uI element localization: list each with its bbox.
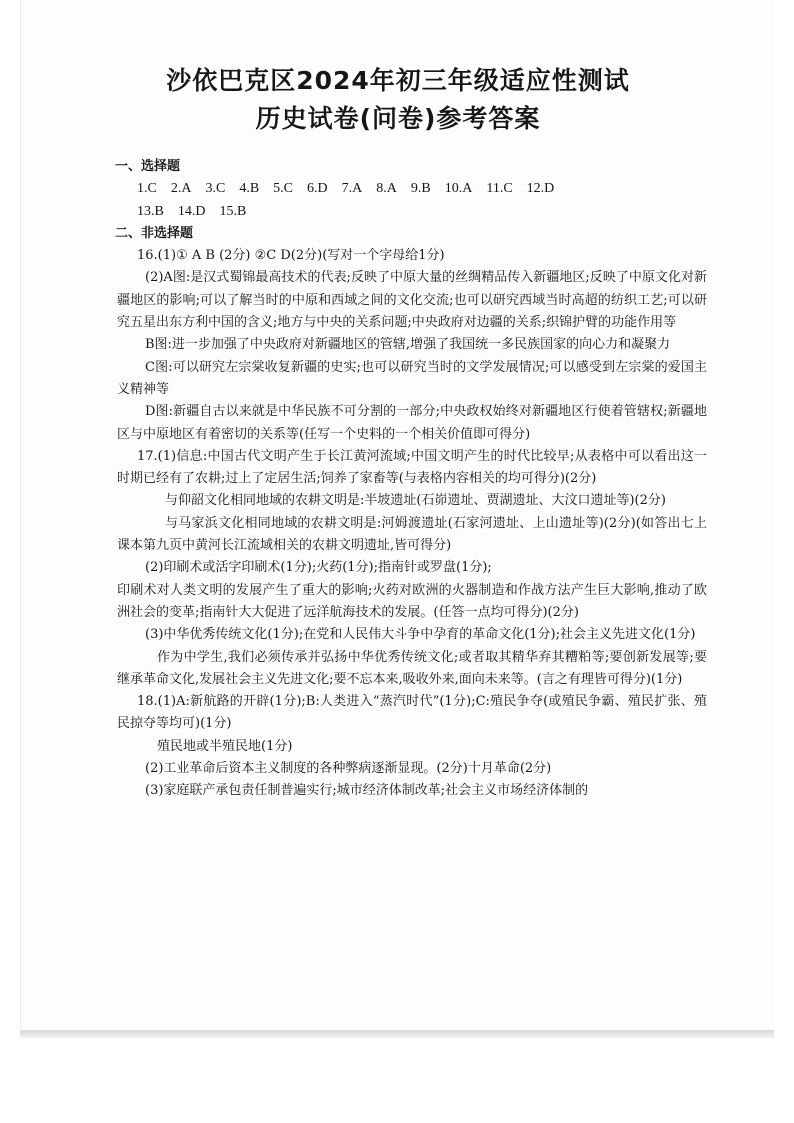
title-line-1: 沙依巴克区2024年初三年级适应性测试 [166,66,630,95]
q17-part3-b: 作为中学生,我们必须传承并弘扬中华优秀传统文化;或者取其精华弃其糟粕等;要创新发展等;要继承革命文化,发展社会主义先进文化;要不忘本来,吸收外来,面向未来等。(言之有理皆可得分)(1分) [117,649,707,687]
choice-answer: 10.A [444,181,473,197]
choice-answer: 6.D [307,181,328,197]
section-2-heading: 二、非选择题 [115,225,194,241]
q18-part2: (2)工业革命后资本主义制度的各种弊病逐渐显现。(2分)十月革命(2分) [145,761,552,777]
choice-answers-row-2 [117,201,707,223]
choice-answer: 12.D [526,181,555,197]
q16-part2-d: D图:新疆自古以来就是中华民族不可分割的一部分;中央政权始终对新疆地区行使着管辖权;新疆地区与中原地区有着密切的关系等(任写一个史料的一个相关价值即可得分) [117,404,707,442]
q16-part2-a: (2)A图:是汉式蜀锦最高技术的代表;反映了中原大量的丝绸精品传入新疆地区;反映了中原文化对新疆地区的影响;可以了解当时的中原和西域之间的文化交流;也可以研究西域当时高超的纺织工艺;可以研究五星出东方利中国的含义;地方与中央的关系问题;中央政府对边疆的关系;织锦护臂的功能作用等 [117,270,707,331]
choice-answers-row-1 [117,178,707,200]
q17-part2-b: 印刷术对人类文明的发展产生了重大的影响;火药对欧洲的火器制造和作战方法产生巨大影响,推动了欧洲社会的变革;指南针大大促进了远洋航海技术的发展。(任答一点均可得分)(2分) [117,582,707,620]
q18-part3: (3)家庭联产承包责任制普遍实行;城市经济体制改革;社会主义市场经济体制的 [145,783,589,799]
answer-content [117,156,707,803]
choice-answer: 11.C [486,181,513,197]
choice-answer: 5.C [273,181,293,197]
choice-answer: 7.A [341,181,363,197]
q17-part1-c: 与马家浜文化相同地域的农耕文明是:河姆渡遗址(石家河遗址、上山遗址等)(2分)(如答出七上课本第九页中黄河长江流域相关的农耕文明遗址,皆可得分) [117,515,707,554]
q16-part2-c: C图:可以研究左宗棠收复新疆的史实;也可以研究当时的文学发展情况;可以感受到左宗棠的爱国主义精神等 [117,359,707,397]
page-bottom-edge [20,1030,774,1038]
choice-answer: 14.D [177,203,206,219]
choice-answer: 8.A [376,181,397,197]
title-line-2: 历史试卷(问卷)参考答案 [255,104,541,133]
q17-part2-a: (2)印刷术或活字印刷术(1分);火药(1分);指南针或罗盘(1分); [145,560,492,576]
choice-answer: 13.B [137,203,164,219]
answer-sheet-page [20,0,774,1032]
choice-answer: 4.B [239,181,260,197]
q18-part1-b: 殖民地或半殖民地(1分) [157,738,293,754]
choice-answer: 3.C [205,181,226,197]
choice-answer: 2.A [170,181,192,197]
choice-answer: 9.B [410,181,431,197]
q17-part3-a: (3)中华优秀传统文化(1分);在党和人民伟大斗争中孕育的革命文化(1分);社会主义先进文化(1分) [145,627,696,643]
q16-part1: 16.(1)① A B (2分) ②C D(2分)(写对一个字母给1分) [137,248,445,264]
section-1-heading: 一、选择题 [115,159,181,174]
q18-part1-a: 18.(1)A:新航路的开辟(1分);B:人类进入“蒸汽时代”(1分);C:殖民争夺(或殖民争霸、殖民扩张、殖民掠夺等均可)(1分) [117,694,707,732]
q17-part1-b: 与仰韶文化相同地域的农耕文明是:半坡遗址(石峁遗址、贾湖遗址、大汶口遗址等)(2分) [165,493,666,509]
choice-answer: 15.B [219,203,247,219]
q17-part1-a: 17.(1)信息:中国古代文明产生于长江黄河流域;中国文明产生的时代比较早;从表格中可以看出这一时期已经有了农耕;过上了定居生活;饲养了家畜等(与表格内容相关的均可得分)(2分) [117,448,707,487]
q16-part2-b: B图:进一步加强了中央政府对新疆地区的管辖,增强了我国统一多民族国家的向心力和凝聚力 [145,337,671,353]
choice-answer: 1.C [137,181,157,197]
